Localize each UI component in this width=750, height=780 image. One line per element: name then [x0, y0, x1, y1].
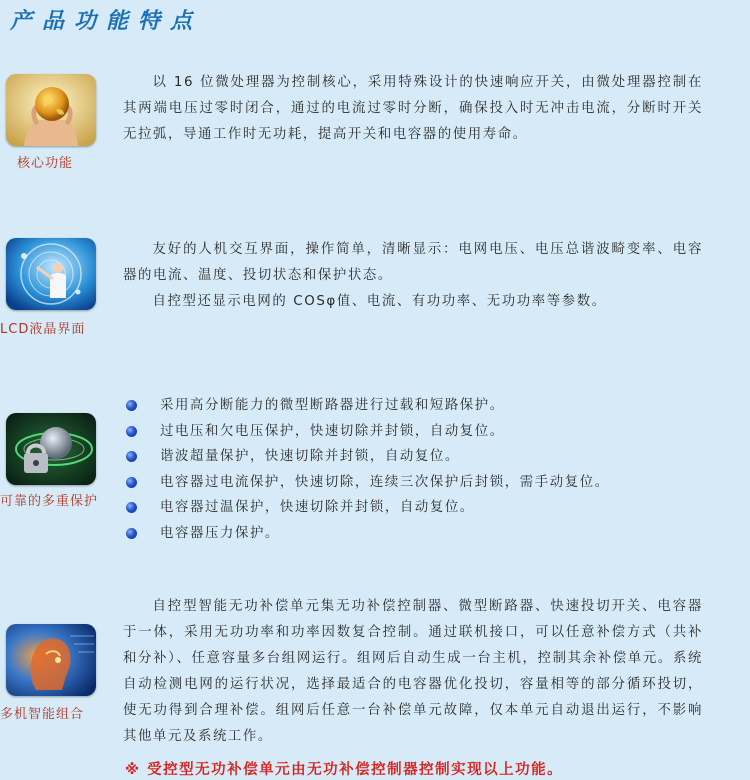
caption-core-function: 核心功能	[17, 156, 74, 171]
core-function-text: 以 16 位微处理器为控制核心，采用特殊设计的快速响应开关，由微处理器控制在其两端电压过零时闭合，通过的电流过零时分断，确保投入时无冲击电流，分断时开关无拉弧，导通工作时无功耗，提高开关和电容器的使用寿命。	[123, 75, 703, 142]
footnote: ※ 受控型无功补偿单元由无功补偿控制器控制实现以上功能。	[125, 762, 564, 778]
digital-head-icon	[6, 624, 96, 696]
list-item: 电容器过温保护，快速切除并封锁，自动复位。	[123, 495, 610, 521]
list-item: 采用高分断能力的微型断路器进行过载和短路保护。	[123, 393, 610, 419]
bullet-icon	[126, 528, 137, 539]
padlock-globe-icon	[6, 413, 96, 485]
bullet-icon	[126, 502, 137, 513]
caption-multi-protection: 可靠的多重保护	[0, 494, 99, 509]
caption-lcd-interface: LCD液晶界面	[0, 322, 86, 337]
lcd-interface-text-2: 自控型还显示电网的 COSφ值、电流、有功功率、无功功率等参数。	[152, 294, 607, 309]
lcd-interface-text-1: 友好的人机交互界面，操作简单，清晰显示：电网电压、电压总谐波畸变率、电容器的电流、温度、投切状态和保护状态。	[123, 242, 703, 283]
protection-list	[123, 393, 610, 546]
bullet-icon	[126, 477, 137, 488]
bullet-icon	[126, 400, 137, 411]
list-item: 电容器过电流保护，快速切除，连续三次保护后封锁，需手动复位。	[123, 470, 610, 496]
list-item: 过电压和欠电压保护，快速切除并封锁，自动复位。	[123, 419, 610, 445]
globe-in-hand-icon	[6, 74, 96, 146]
list-item: 电容器压力保护。	[123, 521, 610, 547]
caption-multi-unit: 多机智能组合	[0, 707, 85, 722]
page-title: 产品功能特点	[10, 8, 203, 34]
bullet-icon	[126, 426, 137, 437]
list-item: 谐波超量保护，快速切除并封锁，自动复位。	[123, 444, 610, 470]
bullet-icon	[126, 451, 137, 462]
multi-unit-text: 自控型智能无功补偿单元集无功补偿控制器、微型断路器、快速投切开关、电容器于一体，采用无功功率和功率因数复合控制。通过联机接口，可以任意补偿方式（共补和分补）、任意容量多台组网运行。组网后自动生成一台主机，控制其余补偿单元。系统自动检测电网的运行状况，选择最适合的电容器优化投切，容量相等的部分循环投切，使无功得到合理补偿。组网后任意一台补偿单元故障，仅本单元自动退出运行，不影响其他单元及系统工作。	[123, 599, 703, 744]
touch-interface-icon	[6, 238, 96, 310]
